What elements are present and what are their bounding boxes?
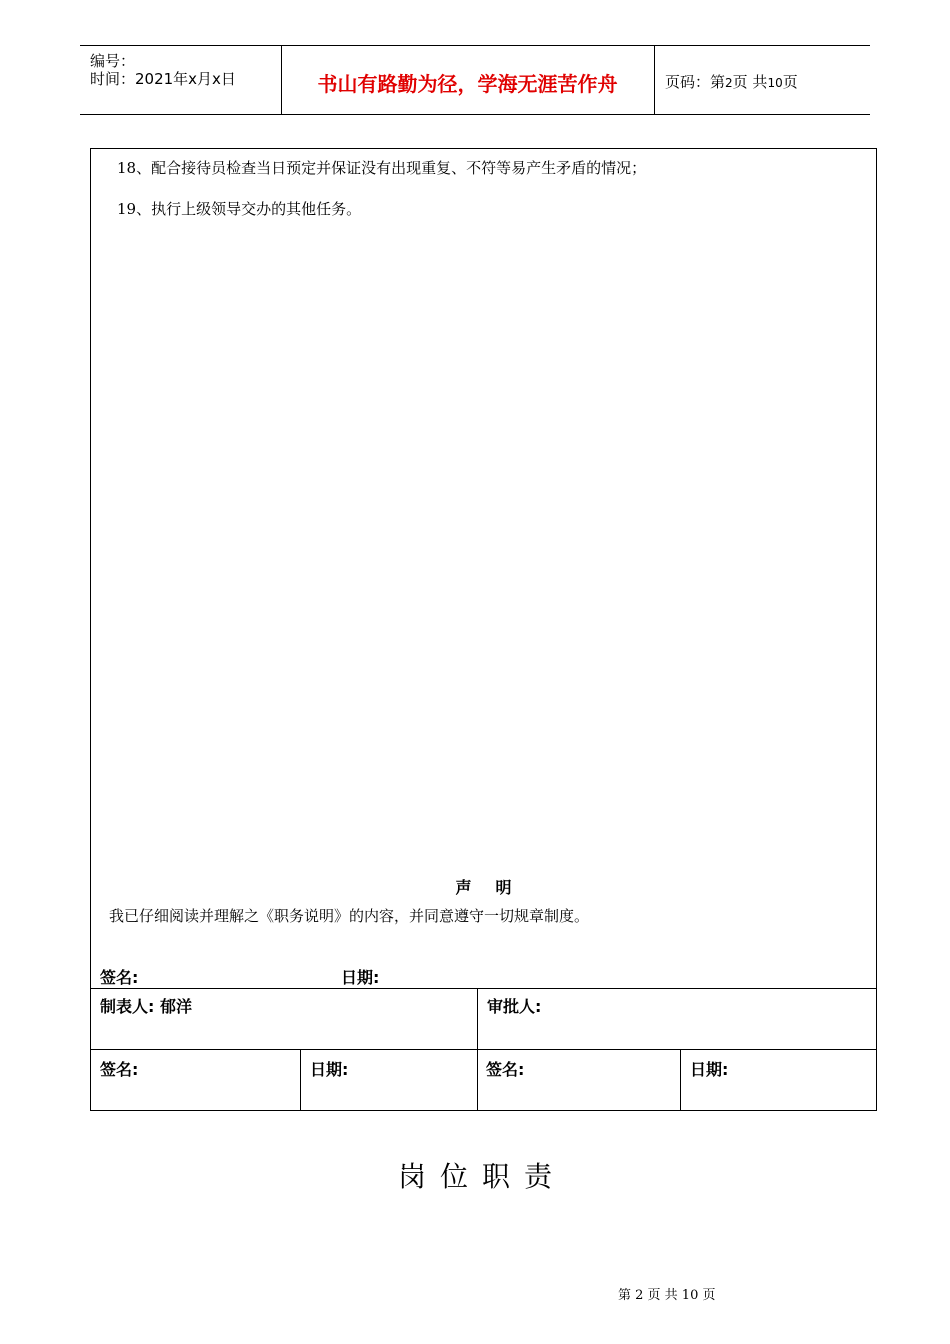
approver-date-label: 日期: bbox=[690, 1060, 729, 1079]
signature-column-divider-right bbox=[680, 1049, 681, 1111]
header-motto-cell bbox=[281, 46, 655, 114]
maker-date-label: 日期: bbox=[310, 1060, 349, 1079]
motto-text: 书山有路勤为径，学海无涯苦作舟 bbox=[317, 72, 618, 96]
approval-column-divider bbox=[477, 988, 478, 1111]
signature-column-divider-left bbox=[300, 1049, 301, 1111]
signature-row-divider bbox=[91, 1049, 876, 1050]
declaration-sign-label: 签名: bbox=[100, 968, 139, 987]
declaration-title: 声明 bbox=[455, 878, 536, 897]
document-header bbox=[80, 45, 870, 115]
approver-sign-label: 签名: bbox=[486, 1060, 525, 1079]
duty-item-18: 18、配合接待员检查当日预定并保证没有出现重复、不符等易产生矛盾的情况； bbox=[117, 159, 647, 177]
declaration-date-label: 日期: bbox=[341, 968, 380, 987]
header-page-cell bbox=[655, 46, 870, 114]
maker-label: 制表人: 郁洋 bbox=[100, 997, 192, 1016]
document-number-label: 编号： bbox=[90, 52, 136, 70]
declaration-text: 我已仔细阅读并理解之《职务说明》的内容，并同意遵守一切规章制度。 bbox=[109, 907, 590, 925]
section-title: 岗位职责 bbox=[397, 1160, 566, 1193]
approval-row-divider bbox=[91, 988, 876, 989]
approver-label: 审批人: bbox=[487, 997, 542, 1016]
page-code: 页码：第2页 共10页 bbox=[665, 73, 798, 91]
document-time-label: 时间：2021年x月x日 bbox=[90, 70, 236, 88]
duty-item-19: 19、执行上级领导交办的其他任务。 bbox=[117, 200, 362, 218]
page-footer: 第 2 页 共 10 页 bbox=[618, 1288, 716, 1303]
job-description-form bbox=[90, 148, 877, 1111]
header-info-cell bbox=[80, 46, 282, 114]
maker-sign-label: 签名: bbox=[100, 1060, 139, 1079]
